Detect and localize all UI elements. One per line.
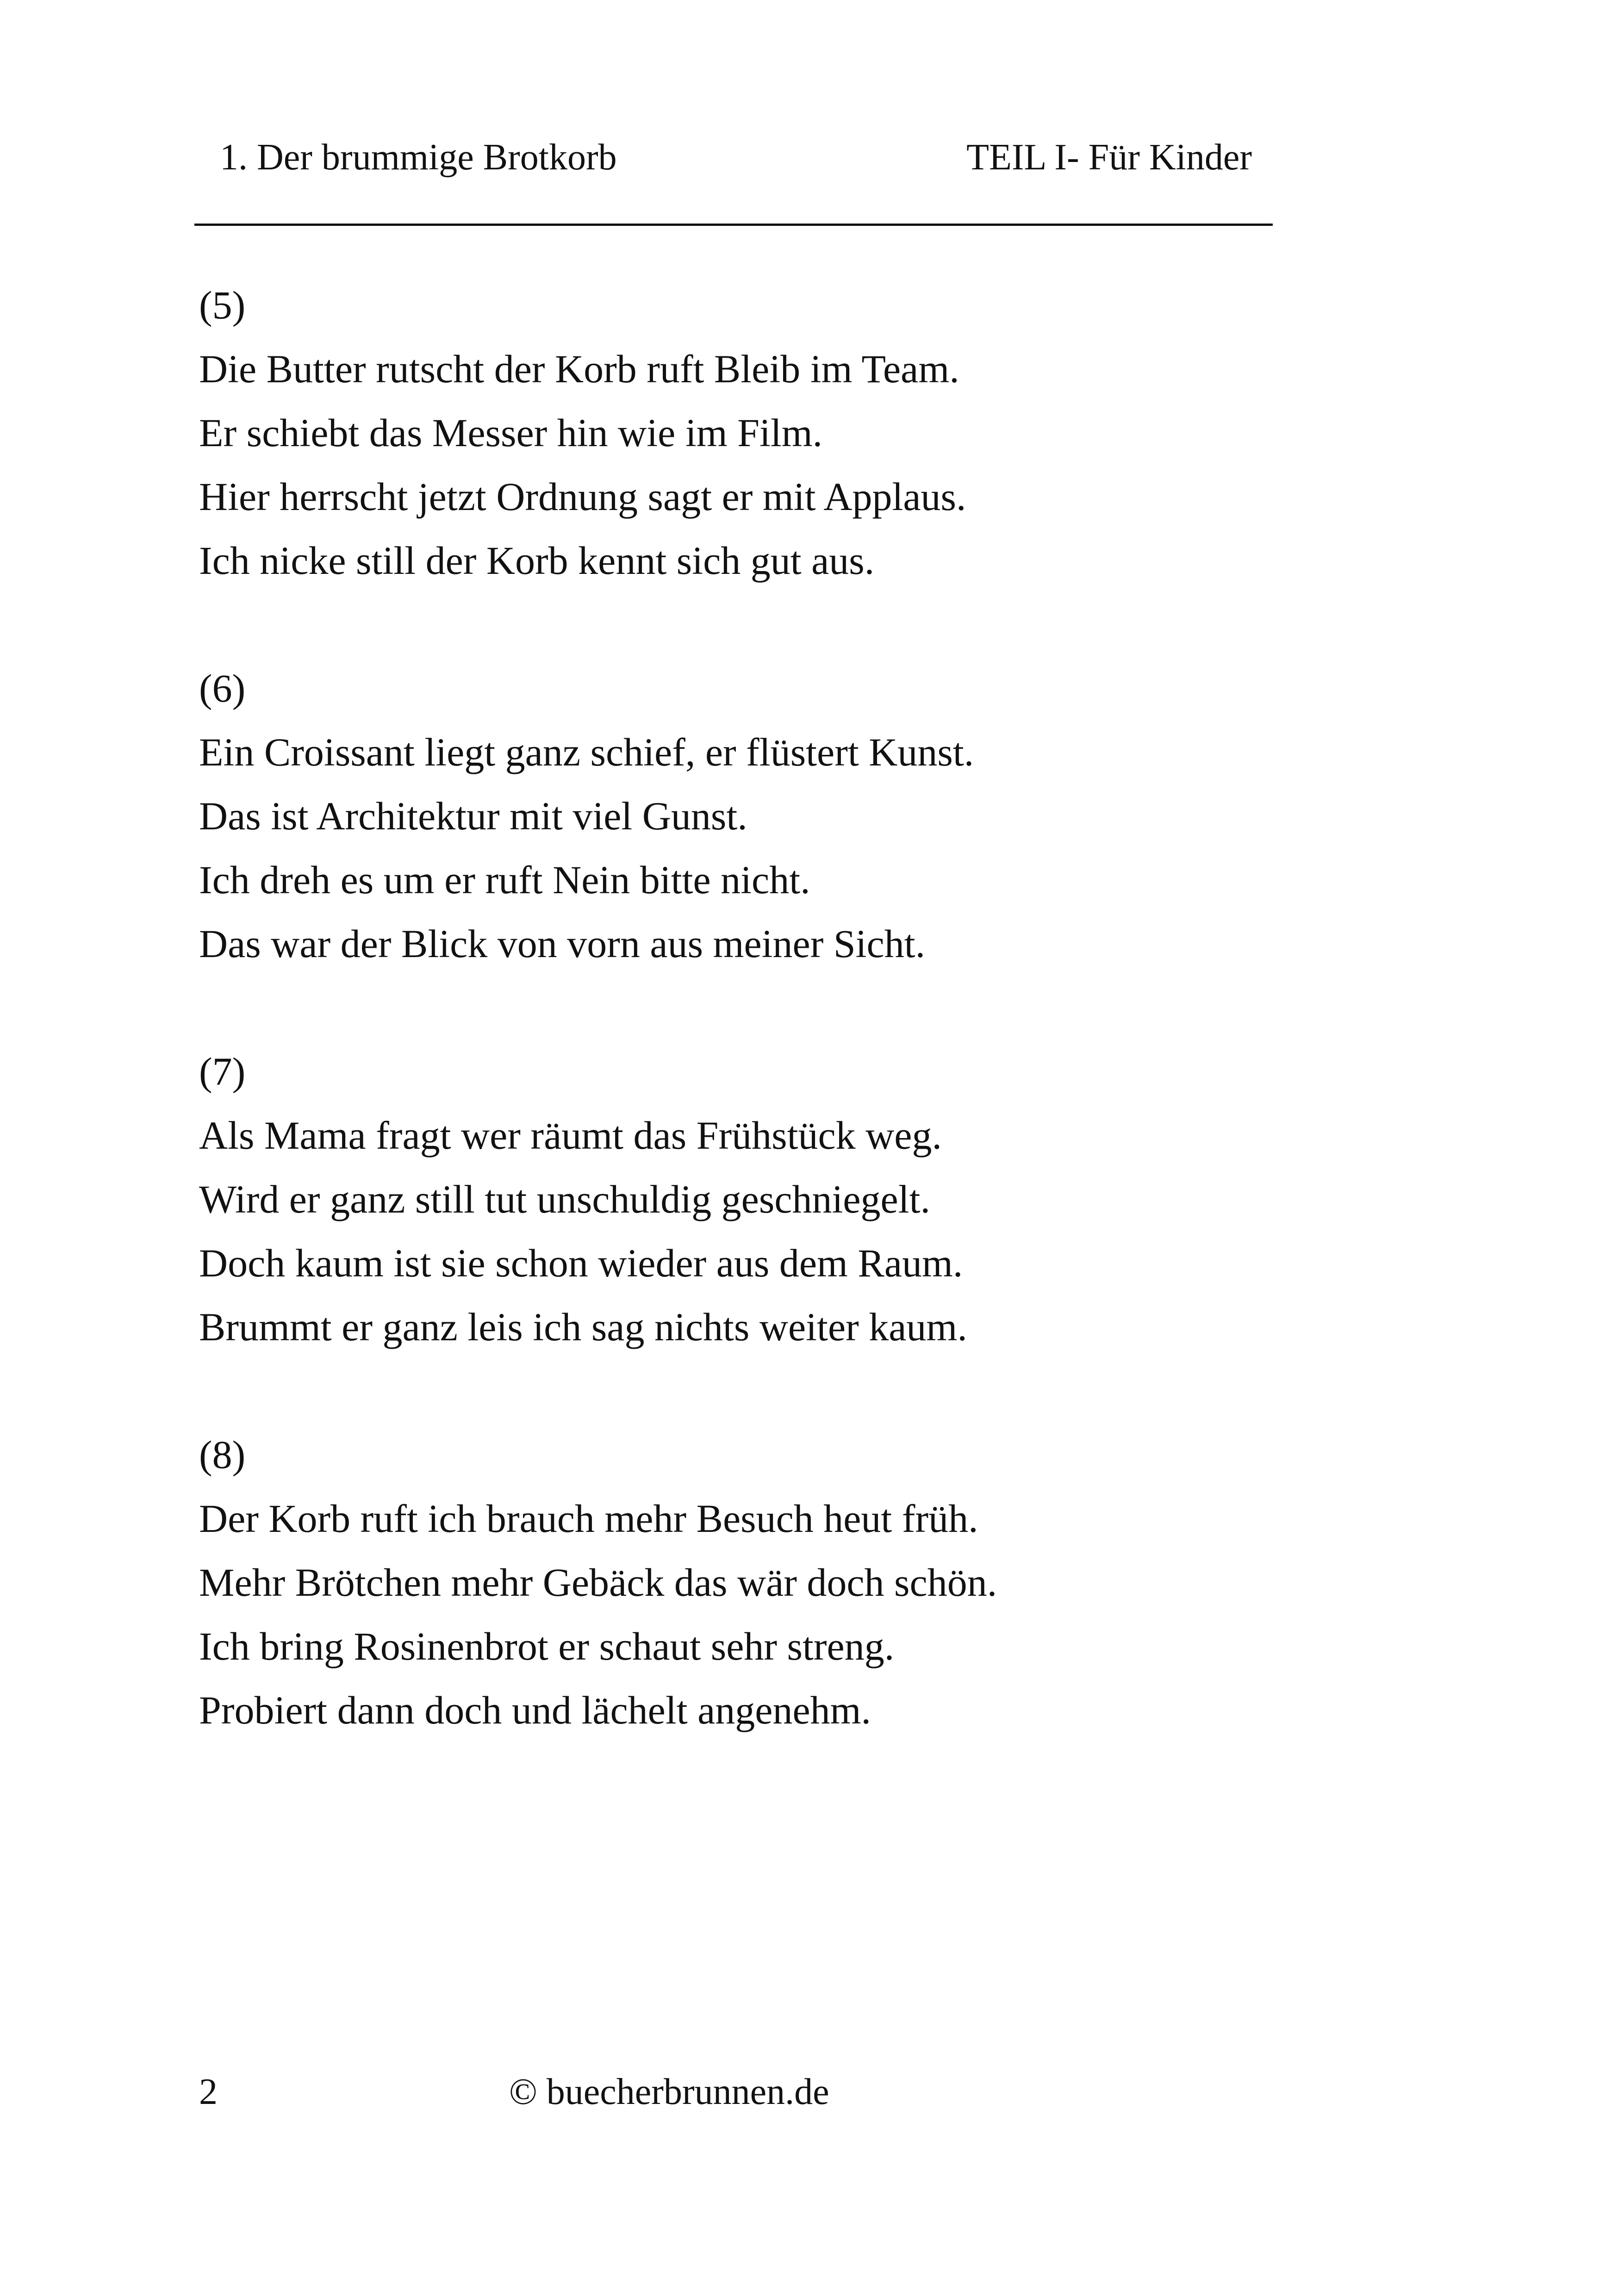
verse-line: Hier herrscht jetzt Ordnung sagt er mit Applaus. <box>199 474 966 519</box>
verse-line: Wird er ganz still tut unschuldig geschniegelt. <box>199 1177 930 1221</box>
stanza <box>199 656 1402 976</box>
verse-line: Die Butter rutscht der Korb ruft Bleib im Team. <box>199 347 959 391</box>
verse-line: Ich bring Rosinenbrot er schaut sehr streng. <box>199 1624 895 1668</box>
stanza <box>199 1423 1402 1742</box>
verse-line: Ich dreh es um er ruft Nein bitte nicht. <box>199 858 810 902</box>
header-divider <box>194 224 1273 226</box>
verse-line: Das war der Blick von vorn aus meiner Sicht. <box>199 921 926 966</box>
page-number: 2 <box>199 2072 218 2112</box>
copyright-notice: © buecherbrunnen.de <box>509 2072 829 2112</box>
verse-line: Doch kaum ist sie schon wieder aus dem Raum. <box>199 1241 963 1285</box>
stanza-number: (6) <box>199 666 246 710</box>
stanza <box>199 273 1402 592</box>
stanza-number: (5) <box>199 283 246 327</box>
verse-line: Mehr Brötchen mehr Gebäck das wär doch schön. <box>199 1560 997 1605</box>
page-footer <box>199 2069 1310 2124</box>
verse-line: Ich nicke still der Korb kennt sich gut aus. <box>199 538 875 583</box>
verse-line: Ein Croissant liegt ganz schief, er flüstert Kunst. <box>199 730 974 774</box>
stanza-number: (7) <box>199 1049 246 1094</box>
verse-line: Er schiebt das Messer hin wie im Film. <box>199 411 823 455</box>
chapter-title: 1. Der brummige Brotkorb <box>220 137 617 178</box>
stanza <box>199 1039 1402 1359</box>
verse-line: Der Korb ruft ich brauch mehr Besuch heut früh. <box>199 1496 978 1541</box>
verse-line: Als Mama fragt wer räumt das Frühstück weg. <box>199 1113 942 1157</box>
part-title: TEIL I- Für Kinder <box>966 137 1252 178</box>
page-header <box>194 125 1273 190</box>
poem-body <box>199 273 1402 1806</box>
verse-line: Probiert dann doch und lächelt angenehm. <box>199 1688 871 1732</box>
stanza-number: (8) <box>199 1432 246 1477</box>
verse-line: Das ist Architektur mit viel Gunst. <box>199 794 747 838</box>
verse-line: Brummt er ganz leis ich sag nichts weiter kaum. <box>199 1305 967 1349</box>
